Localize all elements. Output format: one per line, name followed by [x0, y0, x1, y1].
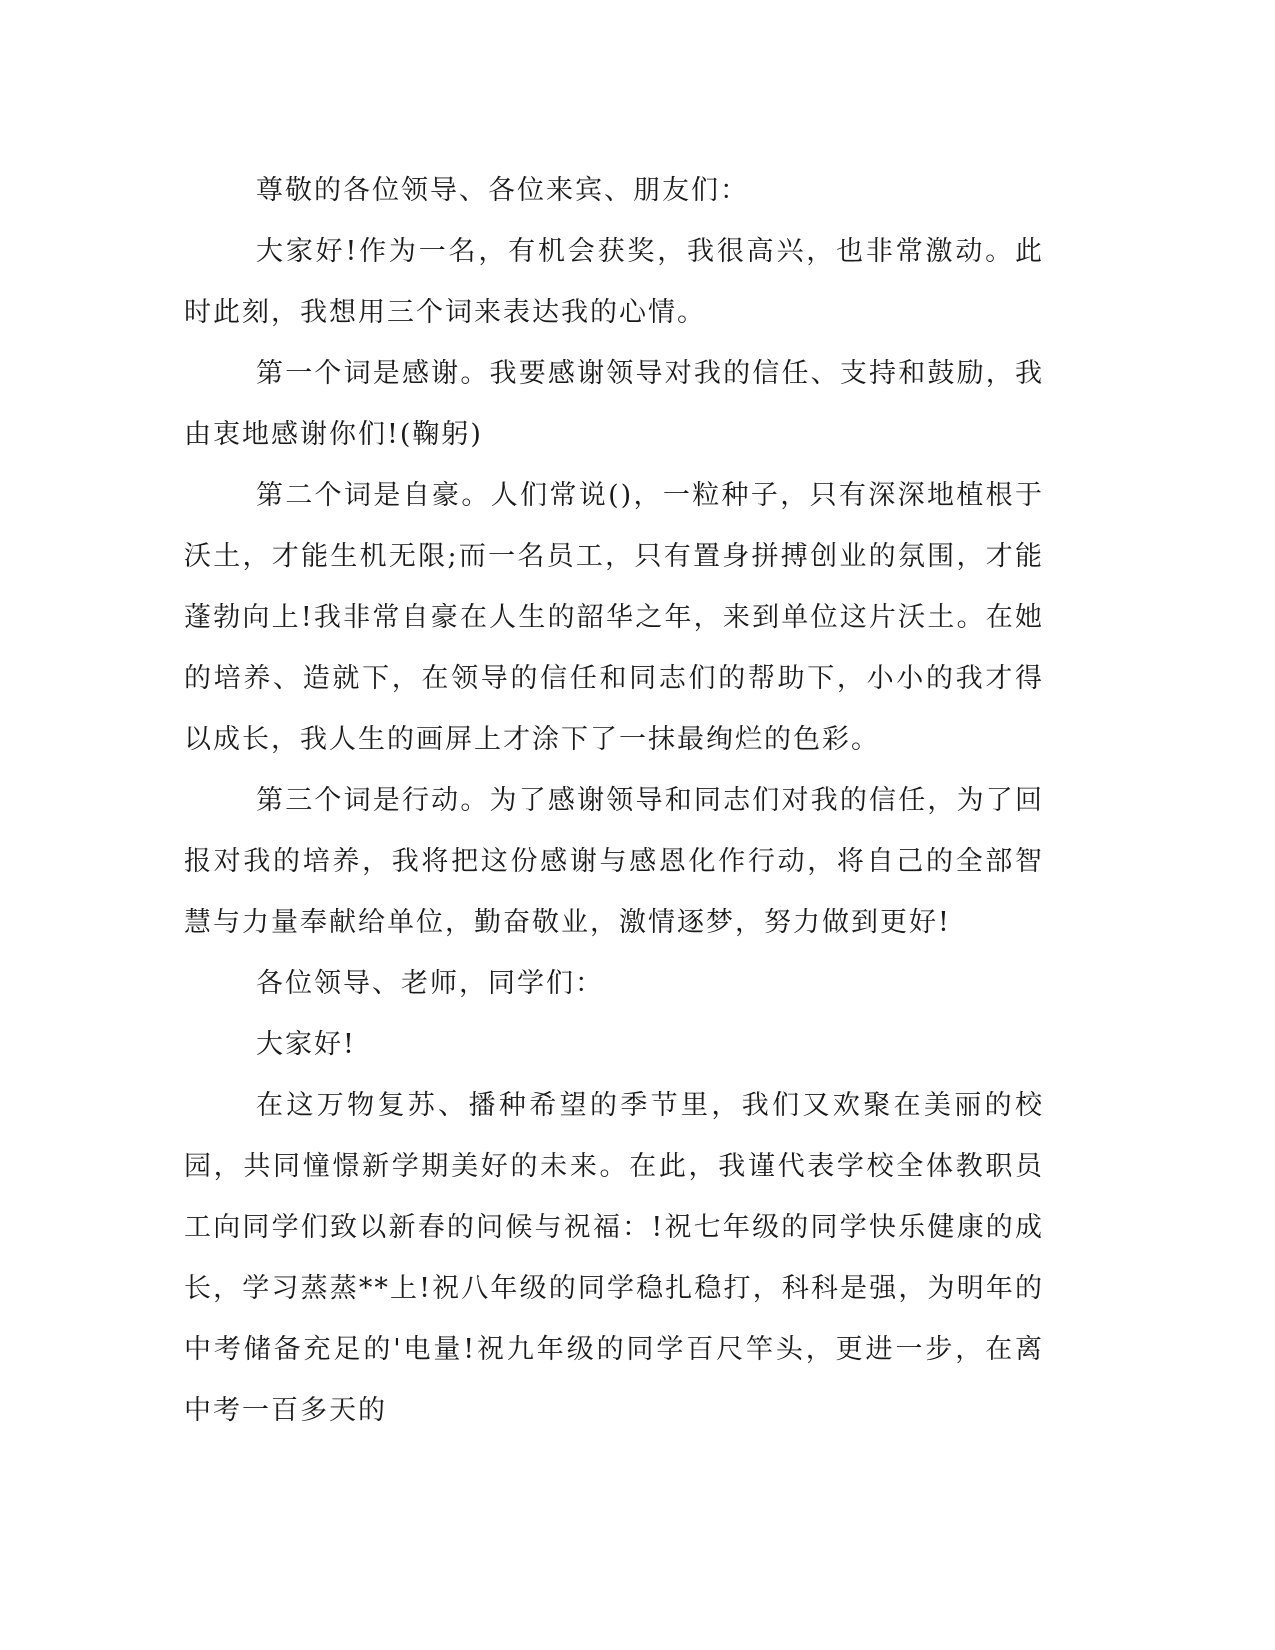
- second-greeting-paragraph: 大家好!: [256, 1029, 356, 1060]
- salutation-paragraph: 尊敬的各位领导、各位来宾、朋友们：: [256, 175, 749, 206]
- greeting-paragraph: 大家好!作为一名，有机会获奖，我很高兴，也非常激动。此时此刻，我想用三个词来表达我的心情。: [184, 236, 1044, 328]
- spring-wishes-paragraph: 在这万物复苏、播种希望的季节里，我们又欢聚在美丽的校园，共同憧憬新学期美好的未来。在此，我谨代表学校全体教职员工向同学们致以新春的问候与祝福：!祝七年级的同学快乐健康的成长，学习蒸蒸**上!祝八年级的同学稳扎稳打，科科是强，为明年的中考储备充足的'电量!祝九年级的同学百尺竿头，更进一步，在离中考一百多天的: [184, 1090, 1044, 1426]
- action-paragraph: 第三个词是行动。为了感谢领导和同志们对我的信任，为了回报对我的培养，我将把这份感谢与感恩化作行动，将自己的全部智慧与力量奉献给单位，勤奋敬业，激情逐梦，努力做到更好!: [184, 785, 1044, 938]
- thanks-paragraph: 第一个词是感谢。我要感谢领导对我的信任、支持和鼓励，我由衷地感谢你们!(鞠躬): [184, 358, 1044, 450]
- document-body: [184, 160, 1044, 1441]
- pride-paragraph: 第二个词是自豪。人们常说()，一粒种子，只有深深地植根于沃土，才能生机无限;而一名员工，只有置身拼搏创业的氛围，才能蓬勃向上!我非常自豪在人生的韶华之年，来到单位这片沃土。在她的培养、造就下，在领导的信任和同志们的帮助下，小小的我才得以成长，我人生的画屏上才涂下了一抹最绚烂的色彩。: [184, 480, 1044, 755]
- second-salutation-paragraph: 各位领导、老师，同学们：: [256, 968, 604, 999]
